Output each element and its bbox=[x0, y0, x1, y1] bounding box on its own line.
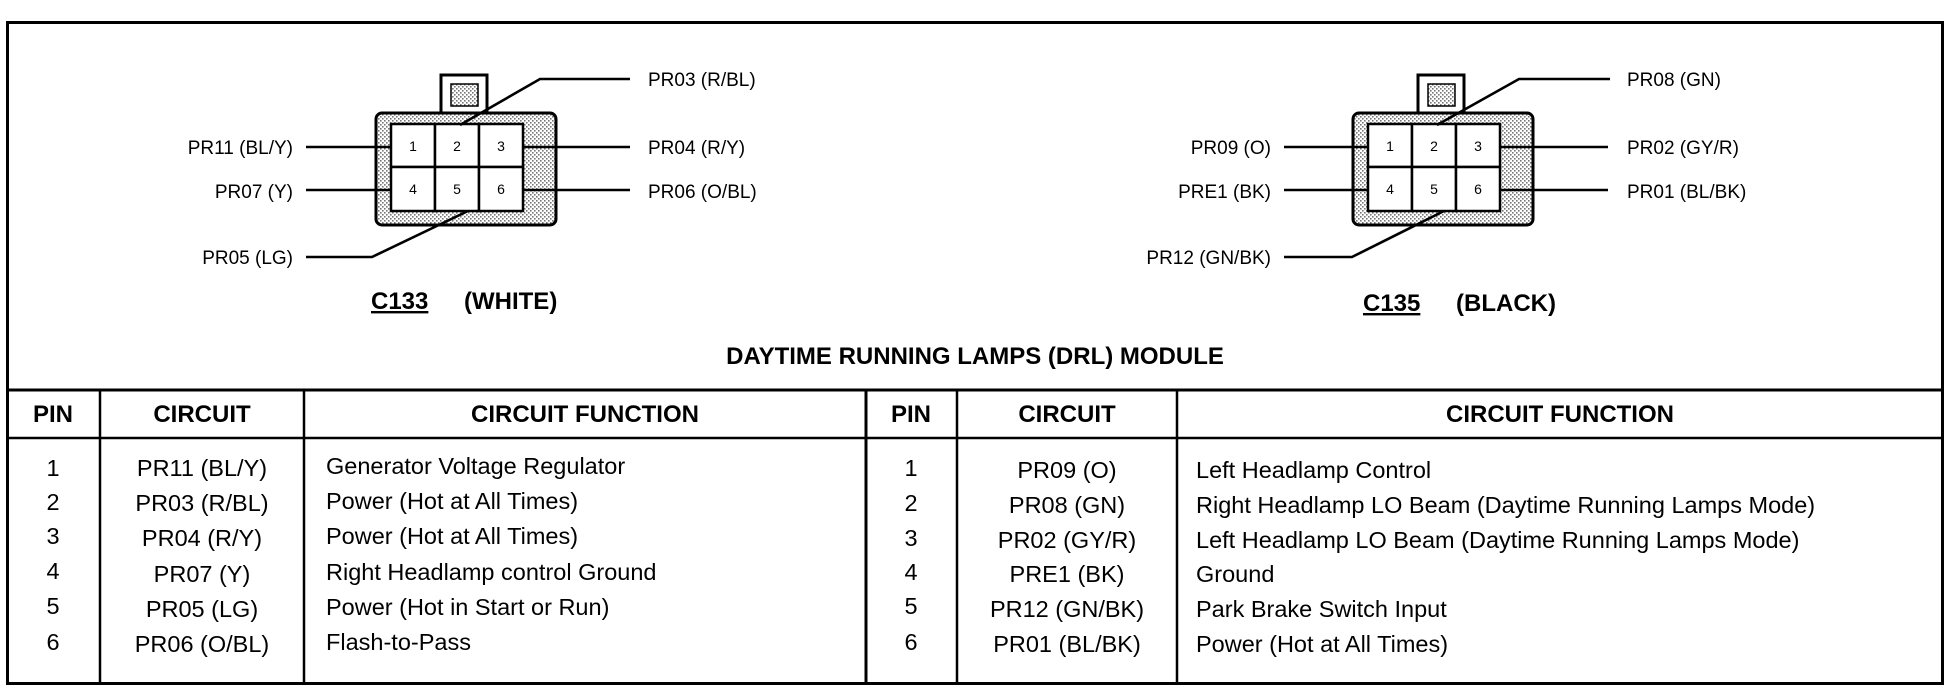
header-circuit: CIRCUIT bbox=[1018, 401, 1116, 428]
pin-cell: 6 bbox=[904, 629, 918, 655]
function-cell: Left Headlamp Control bbox=[1196, 457, 1432, 483]
wire-label-row2-left: PR07 (Y) bbox=[214, 182, 293, 203]
table-row bbox=[46, 593, 609, 622]
function-cell: Right Headlamp LO Beam (Daytime Running Lamps Mode) bbox=[1196, 492, 1816, 518]
table-row bbox=[46, 558, 656, 587]
circuit-cell: PR02 (GY/R) bbox=[997, 527, 1137, 553]
pin-cell: 1 bbox=[46, 455, 60, 481]
function-cell: Park Brake Switch Input bbox=[1196, 596, 1447, 622]
wire-label-row2-right: PR01 (BL/BK) bbox=[1627, 182, 1747, 203]
circuit-cell: PR05 (LG) bbox=[145, 596, 259, 622]
table-row bbox=[904, 525, 1799, 553]
table-row bbox=[46, 453, 625, 481]
table-row bbox=[46, 488, 578, 516]
wire-label-row1-right: PR04 (R/Y) bbox=[648, 138, 746, 159]
circuit-cell: PR11 (BL/Y) bbox=[136, 455, 268, 481]
connector-c133 bbox=[188, 70, 757, 315]
pin-number: 5 bbox=[1430, 181, 1438, 197]
connector-latch-inner bbox=[451, 84, 478, 106]
circuit-cell: PR08 (GN) bbox=[1008, 492, 1126, 518]
pin-number: 3 bbox=[497, 138, 505, 154]
pin-cell: 3 bbox=[46, 523, 60, 549]
function-cell: Power (Hot at All Times) bbox=[326, 523, 579, 549]
circuit-cell: PR04 (R/Y) bbox=[141, 525, 263, 551]
table-row bbox=[46, 629, 471, 657]
function-cell: Ground bbox=[1196, 561, 1275, 587]
header-circuit-function: CIRCUIT FUNCTION bbox=[1446, 401, 1674, 428]
function-cell: Power (Hot at All Times) bbox=[1196, 631, 1449, 657]
connector-id: C133 bbox=[371, 288, 429, 315]
wire-label-row1-left: PR09 (O) bbox=[1190, 138, 1271, 159]
circuit-cell: PR07 (Y) bbox=[153, 561, 251, 587]
module-title: DAYTIME RUNNING LAMPS (DRL) MODULE bbox=[726, 343, 1224, 370]
function-cell: Right Headlamp control Ground bbox=[326, 559, 657, 585]
pin-cell: 5 bbox=[46, 593, 60, 619]
table-row bbox=[46, 523, 578, 551]
function-cell: Power (Hot at All Times) bbox=[326, 488, 579, 514]
circuit-cell: PR06 (O/BL) bbox=[134, 631, 270, 657]
wire-label-row1-left: PR11 (BL/Y) bbox=[187, 138, 293, 159]
pin-cell: 5 bbox=[904, 593, 918, 619]
wire-label-row1-right: PR02 (GY/R) bbox=[1627, 138, 1739, 159]
pin-cell: 1 bbox=[904, 455, 918, 481]
pin-cell: 2 bbox=[904, 490, 918, 516]
connector-color: (BLACK) bbox=[1456, 290, 1556, 317]
header-circuit: CIRCUIT bbox=[153, 401, 251, 428]
pin-number: 2 bbox=[453, 138, 461, 154]
function-cell: Left Headlamp LO Beam (Daytime Running Lamps Mode) bbox=[1196, 527, 1800, 553]
pin-number: 6 bbox=[497, 181, 505, 197]
pin-number: 1 bbox=[1386, 138, 1394, 154]
pin-cell: 4 bbox=[46, 558, 60, 584]
function-cell: Power (Hot in Start or Run) bbox=[326, 594, 610, 620]
header-circuit-function: CIRCUIT FUNCTION bbox=[471, 401, 699, 428]
pin-cell: 6 bbox=[46, 629, 60, 655]
connector-c135 bbox=[1146, 70, 1746, 317]
function-cell: Flash-to-Pass bbox=[326, 629, 471, 655]
connector-id: C135 bbox=[1363, 290, 1421, 317]
function-cell: Generator Voltage Regulator bbox=[326, 453, 626, 479]
wire-label-row2-right: PR06 (O/BL) bbox=[648, 182, 757, 203]
header-pin: PIN bbox=[890, 401, 932, 428]
wire-label-bottom-left: PR05 (LG) bbox=[202, 248, 293, 269]
wire-label-row2-left: PRE1 (BK) bbox=[1178, 182, 1271, 203]
connector-color: (WHITE) bbox=[464, 288, 558, 315]
pin-cell: 3 bbox=[904, 525, 918, 551]
table-row bbox=[904, 559, 1274, 587]
wire-label-top-right: PR08 (GN) bbox=[1627, 70, 1721, 91]
pin-cell: 4 bbox=[904, 559, 918, 585]
pin-number: 5 bbox=[453, 181, 461, 197]
table-row bbox=[904, 455, 1431, 483]
pin-number: 3 bbox=[1474, 138, 1482, 154]
table-row bbox=[904, 490, 1815, 518]
pin-number: 4 bbox=[1386, 181, 1394, 197]
header-pin: PIN bbox=[32, 401, 74, 428]
pin-table bbox=[8, 390, 1942, 683]
circuit-cell: PR12 (GN/BK) bbox=[989, 596, 1145, 622]
pin-number: 4 bbox=[409, 181, 417, 197]
circuit-cell: PR01 (BL/BK) bbox=[993, 631, 1141, 657]
pin-cell: 2 bbox=[46, 489, 60, 515]
wire-label-bottom-left: PR12 (GN/BK) bbox=[1146, 248, 1271, 269]
pin-number: 2 bbox=[1430, 138, 1438, 154]
pin-grid bbox=[1368, 124, 1500, 211]
pin-grid bbox=[391, 124, 523, 211]
pin-number: 6 bbox=[1474, 181, 1482, 197]
circuit-cell: PRE1 (BK) bbox=[1009, 561, 1125, 587]
table-header bbox=[33, 401, 1674, 428]
wire-label-top-right: PR03 (R/BL) bbox=[648, 70, 756, 91]
circuit-cell: PR03 (R/BL) bbox=[135, 490, 269, 516]
pin-number: 1 bbox=[409, 138, 417, 154]
circuit-cell: PR09 (O) bbox=[1017, 457, 1117, 483]
connector-latch-inner bbox=[1428, 84, 1455, 106]
